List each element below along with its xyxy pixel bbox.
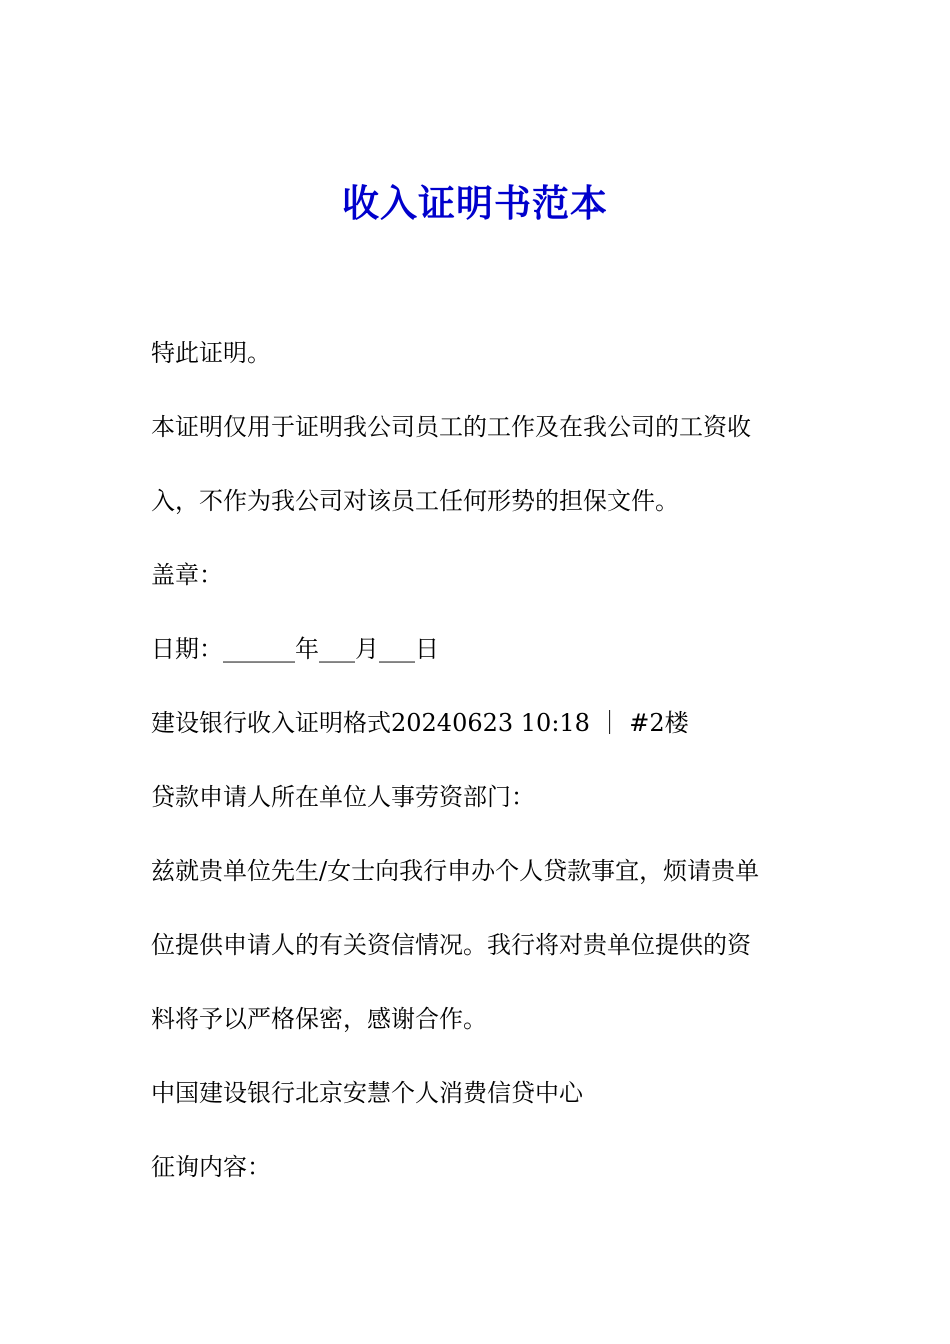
paragraph-request-line-2: 位提供申请人的有关资信情况。我行将对贵单位提供的资: [151, 931, 751, 959]
document-body: [151, 334, 811, 1186]
paragraph-inquiry-content: 征询内容：: [151, 1153, 271, 1181]
paragraph-addressee: 贷款申请人所在单位人事劳资部门：: [151, 783, 535, 811]
paragraph-request-line-3: 料将予以严格保密，感谢合作。: [151, 1005, 487, 1033]
paragraph-purpose-line-2: 入，不作为我公司对该员工任何形势的担保文件。: [151, 487, 679, 515]
paragraph-date: 日期：______年___月___日: [151, 635, 439, 663]
paragraph-seal: 盖章：: [151, 561, 223, 589]
paragraph-bank-name: 中国建设银行北京安慧个人消费信贷中心: [151, 1079, 583, 1107]
paragraph-request-line-1: 兹就贵单位先生/女士向我行申办个人贷款事宜，烦请贵单: [151, 857, 760, 885]
paragraph-certification: 特此证明。: [151, 339, 271, 367]
document-title: 收入证明书范本: [342, 181, 608, 225]
paragraph-bank-format-heading: 建设银行收入证明格式20240623 10:18 ｜ #2楼: [151, 709, 689, 737]
paragraph-purpose-line-1: 本证明仅用于证明我公司员工的工作及在我公司的工资收: [151, 413, 751, 441]
